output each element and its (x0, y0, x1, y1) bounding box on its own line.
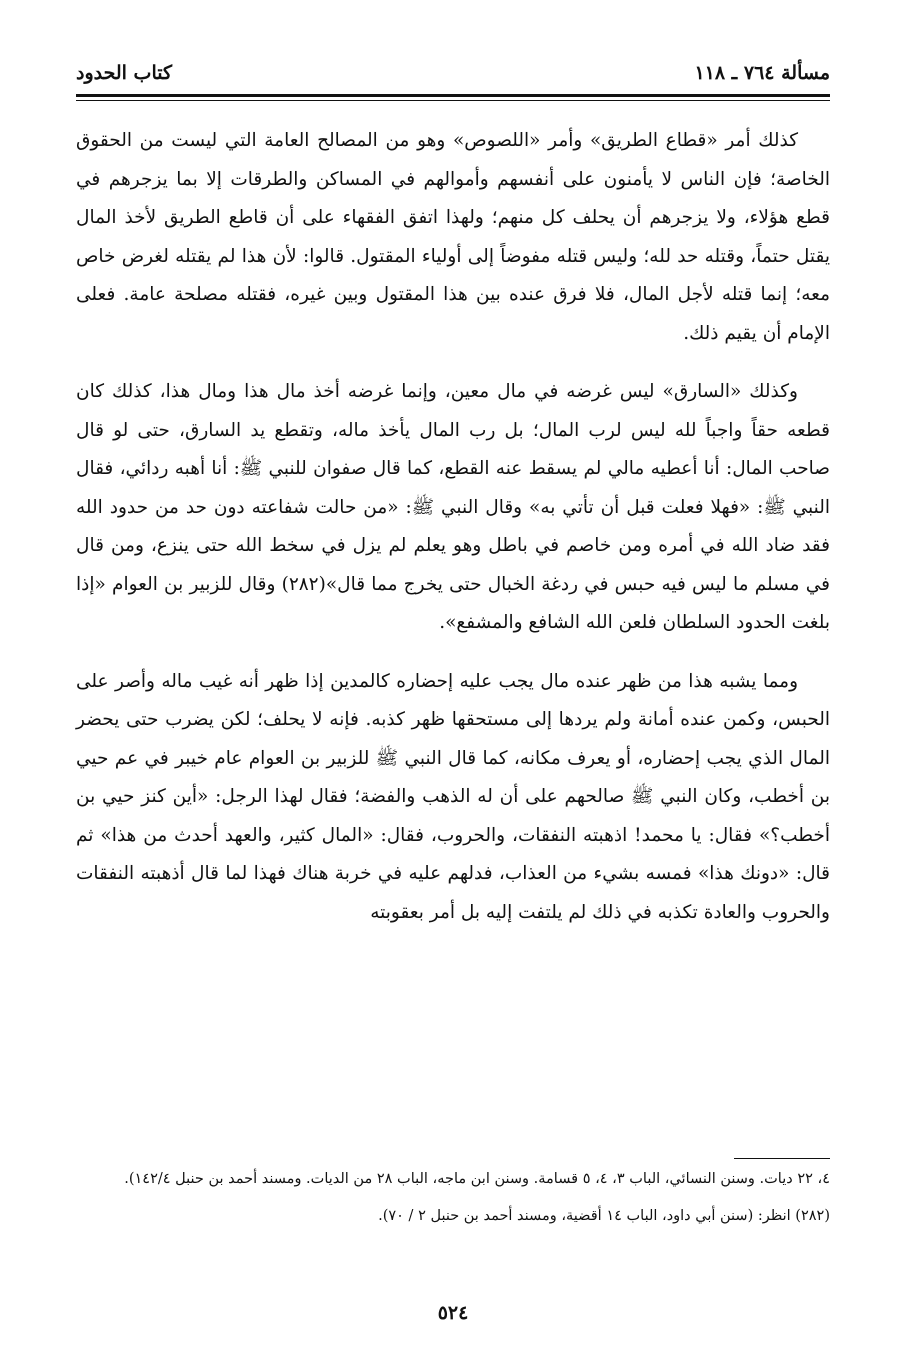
page-number: ٥٢٤ (437, 1302, 469, 1324)
main-text (76, 122, 830, 952)
running-header (76, 58, 830, 88)
paragraph-3: ومما يشبه هذا من ظهر عنده مال يجب عليه إحضاره كالمدين إذا ظهر أنه غيب ماله وأصر على الحبس، وكمن عنده أمانة ولم يردها إلى مستحقها ظهر كذبه. فإنه لا يحلف؛ لكن يضرب حتى يحضر المال الذي يجب إحضاره، أو يعرف مكانه، كما قال النبي ﷺ للزبير بن العوام عام خيبر في عم حيي بن أخطب، وكان النبي ﷺ صالحهم على أن له الذهب والفضة؛ فقال لهذا الرجل: «أين كنز حيي بن أخطب؟» فقال: يا محمد! اذهبته النفقات، والحروب، فقال: «المال كثير، والعهد أحدث من هذا» ثم قال: «دونك هذا» فمسه بشيء من العذاب، فدلهم عليه في خربة هناك فهذا لما قال أذهبته النفقات والحروب والعادة تكذبه في ذلك لم يلتفت إليه بل أمر بعقوبته (76, 670, 830, 923)
footnote-continued: ٤، ٢٢ ديات. وسنن النسائي، الباب ٣، ٤، ٥ قسامة. وسنن ابن ماجه، الباب ٢٨ من الديات. ومسند أحمد بن حنبل ١٤٢/٤). (124, 1171, 830, 1187)
header-rule-thick (76, 94, 830, 97)
footnote-282: (٢٨٢) انظر: (سنن أبي داود، الباب ١٤ أقضية، ومسند أحمد بن حنبل ٢ / ٧٠). (378, 1208, 830, 1224)
paragraph-2: وكذلك «السارق» ليس غرضه في مال معين، وإنما غرضه أخذ مال هذا ومال هذا، كذلك كان قطعه حقاً واجباً لله ليس لرب المال؛ بل رب المال يأخذ ماله، وتقطع يد السارق، حتى لو قال صاحب المال: أنا أعطيه مالي لم يسقط عنه القطع، كما قال صفوان للنبي ﷺ: أنا أهبه ردائي، فقال النبي ﷺ: «فهلا فعلت قبل أن تأتي به» وقال النبي ﷺ: «من حالت شفاعته دون حد من حدود الله فقد ضاد الله في أمره ومن خاصم في باطل وهو يعلم لم يزل في سخط الله حتى ينزع، ومن قال في مسلم ما ليس فيه حبس في ردغة الخبال حتى يخرج مما قال»(٢٨٢) وقال للزبير بن العوام «إذا بلغت الحدود السلطان فلعن الله الشافع والمشفع». (76, 381, 830, 633)
footnote-separator (734, 1158, 830, 1159)
chapter-title: كتاب الحدود (76, 62, 173, 84)
paragraph-1: كذلك أمر «قطاع الطريق» وأمر «اللصوص» وهو من المصالح العامة التي ليست من الحقوق الخاصة؛ فإن الناس لا يأمنون على أنفسهم وأموالهم في المساكن والطرقات إلا بما يزجرهم في قطع هؤلاء، ولا يزجرهم أن يحلف كل منهم؛ ولهذا اتفق الفقهاء على أن قاطع الطريق لأخذ المال يقتل حتماً، وقتله حد لله؛ وليس قتله مفوضاً إلى أولياء المقتول. قالوا: لأن هذا لم يقتله لغرض خاص معه؛ إنما قتله لأجل المال، فلا فرق عنده بين هذا المقتول وبين غيره، فقتله مصلحة عامة. فعلى الإمام أن يقيم ذلك. (76, 130, 830, 344)
header-rule-thin (76, 100, 830, 101)
footnotes (76, 1166, 830, 1240)
issue-label: مسألة ٧٦٤ ـ ١١٨ (694, 62, 830, 84)
